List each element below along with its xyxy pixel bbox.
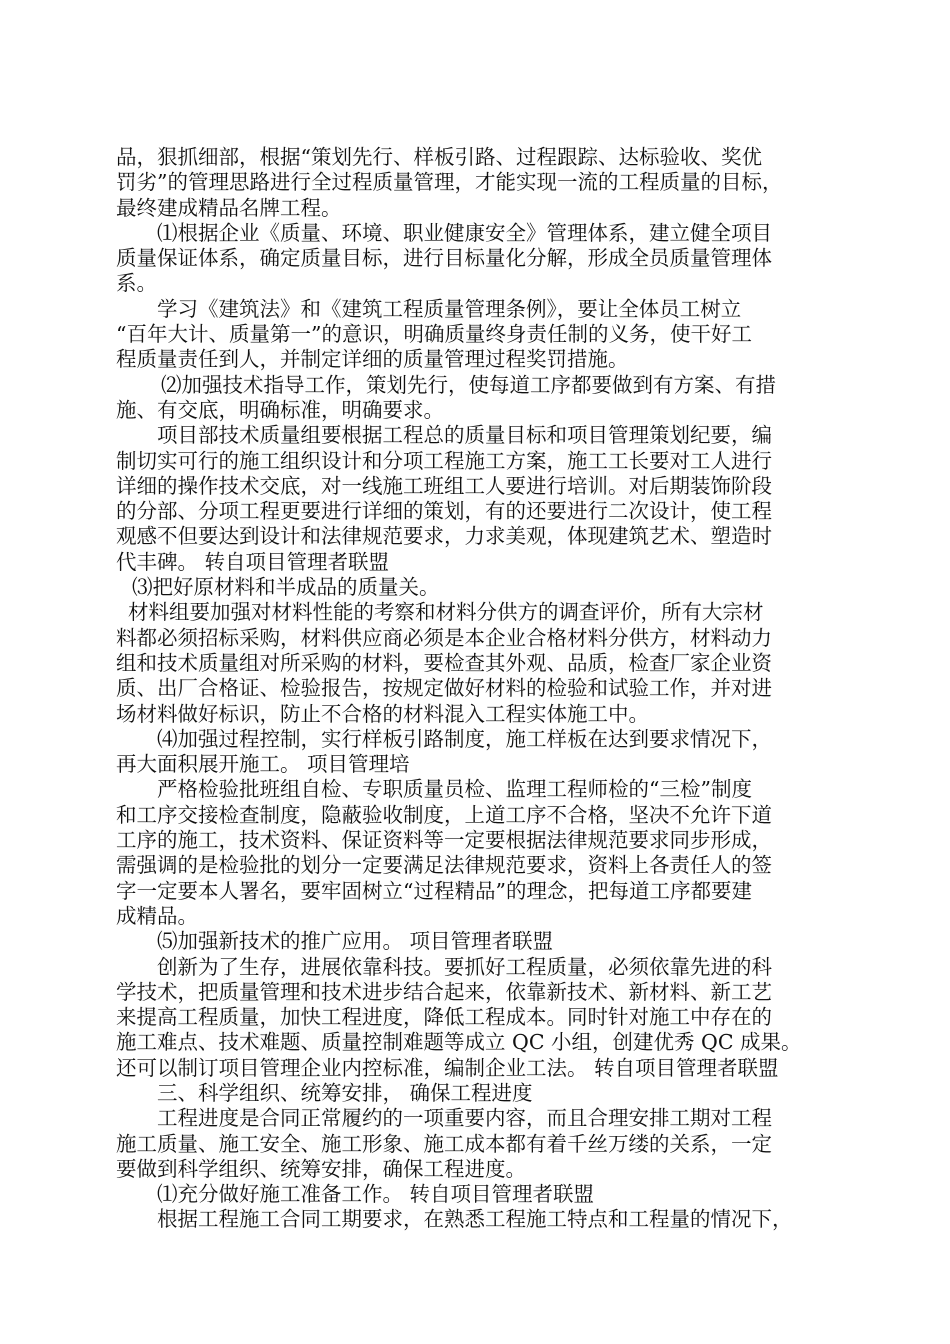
text-line: 质、出厂合格证、检验报告，按规定做好材料的检验和试验工作，并对进 bbox=[116, 676, 772, 701]
text-line: 质量保证体系，确定质量目标，进行目标量化分解，形成全员质量管理体 bbox=[116, 246, 772, 271]
text-line: 施工难点、技术难题、质量控制难题等成立 QC 小组，创建优秀 QC 成果。 bbox=[116, 1030, 802, 1055]
text-line: 场材料做好标识，防止不合格的材料混入工程实体施工中。 bbox=[116, 701, 649, 726]
text-line: 还可以制订项目管理企业内控标准，编制企业工法。 转自项目管理者联盟 bbox=[116, 1055, 779, 1080]
text-line: 要做到科学组织、统筹安排，确保工程进度。 bbox=[116, 1156, 526, 1181]
text-line: 字一定要本人署名，要牢固树立“过程精品”的理念，把每道工序都要建 bbox=[116, 878, 752, 903]
text-line: 严格检验批班组自检、专职质量员检、监理工程师检的“三检”制度 bbox=[157, 777, 752, 802]
text-line: 工序的施工，技术资料、保证资料等一定要根据法律规范要求同步形成， bbox=[116, 828, 772, 853]
text-line: ⑸加强新技术的推广应用。 项目管理者联盟 bbox=[157, 929, 554, 954]
text-line: 详细的操作技术交底，对一线施工班组工人要进行培训。对后期装饰阶段 bbox=[116, 473, 772, 498]
text-line: 根据工程施工合同工期要求，在熟悉工程施工特点和工程量的情况下， bbox=[157, 1207, 793, 1232]
text-line: ⑷加强过程控制，实行样板引路制度，施工样板在达到要求情况下， bbox=[157, 726, 772, 751]
document-body bbox=[116, 145, 846, 1233]
text-line: “百年大计、质量第一”的意识，明确质量终身责任制的义务，使干好工 bbox=[116, 322, 752, 347]
text-line: ⑴充分做好施工准备工作。 转自项目管理者联盟 bbox=[157, 1182, 595, 1207]
text-line: 观感不但要达到设计和法律规范要求，力求美观，体现建筑艺术、塑造时 bbox=[116, 524, 772, 549]
text-line: 再大面积展开施工。 项目管理培 bbox=[116, 752, 410, 777]
text-line: 施工质量、施工安全、施工形象、施工成本都有着千丝万缕的关系，一定 bbox=[116, 1131, 772, 1156]
text-line: 工程进度是合同正常履约的一项重要内容，而且合理安排工期对工程 bbox=[157, 1106, 772, 1131]
text-line: 成精品。 bbox=[116, 903, 198, 928]
text-line: 项目部技术质量组要根据工程总的质量目标和项目管理策划纪要，编 bbox=[157, 423, 772, 448]
text-line: 程质量责任到人，并制定详细的质量管理过程奖罚措施。 bbox=[116, 347, 629, 372]
text-line: 学技术，把质量管理和技术进步结合起来，依靠新技术、新材料、新工艺 bbox=[116, 979, 772, 1004]
text-line: 组和技术质量组对所采购的材料，要检查其外观、品质，检查厂家企业资 bbox=[116, 650, 772, 675]
text-line: 的分部、分项工程更要进行详细的策划，有的还要进行二次设计，使工程 bbox=[116, 499, 772, 524]
text-line: 料都必须招标采购，材料供应商必须是本企业合格材料分供方，材料动力 bbox=[116, 625, 772, 650]
text-line: ⑵加强技术指导工作，策划先行，使每道工序都要做到有方案、有措 bbox=[161, 372, 776, 397]
text-line: 代丰碑。 转自项目管理者联盟 bbox=[116, 549, 390, 574]
text-line: 学习《建筑法》和《建筑工程质量管理条例》，要让全体员工树立 bbox=[157, 296, 742, 321]
text-line: 需强调的是检验批的划分一定要满足法律规范要求，资料上各责任人的签 bbox=[116, 853, 772, 878]
text-line: 创新为了生存，进展依靠科技。要抓好工程质量，必须依靠先进的科 bbox=[157, 954, 772, 979]
text-line: 和工序交接检查制度，隐蔽验收制度，上道工序不合格，坚决不允许下道 bbox=[116, 802, 772, 827]
text-line: 品，狠抓细部，根据“策划先行、样板引路、过程跟踪、达标验收、奖优 bbox=[116, 145, 762, 169]
text-line: 罚劣”的管理思路进行全过程质量管理，才能实现一流的工程质量的目标， bbox=[116, 170, 783, 195]
text-line: 来提高工程质量，加快工程进度，降低工程成本。同时针对施工中存在的 bbox=[116, 1005, 772, 1030]
text-line: 最终建成精品名牌工程。 bbox=[116, 195, 342, 220]
text-line: 三、科学组织、统筹安排， 确保工程进度 bbox=[157, 1080, 533, 1105]
text-line: ⑴根据企业《质量、环境、职业健康安全》管理体系，建立健全项目 bbox=[157, 220, 772, 245]
text-line: 材料组要加强对材料性能的考察和材料分供方的调查评价，所有大宗材 bbox=[128, 600, 764, 625]
text-line: 制切实可行的施工组织设计和分项工程施工方案，施工工长要对工人进行 bbox=[116, 448, 772, 473]
text-line: 施、有交底，明确标准，明确要求。 bbox=[116, 397, 444, 422]
text-line: ⑶把好原材料和半成品的质量关。 bbox=[132, 575, 440, 600]
text-line: 系。 bbox=[116, 271, 157, 296]
